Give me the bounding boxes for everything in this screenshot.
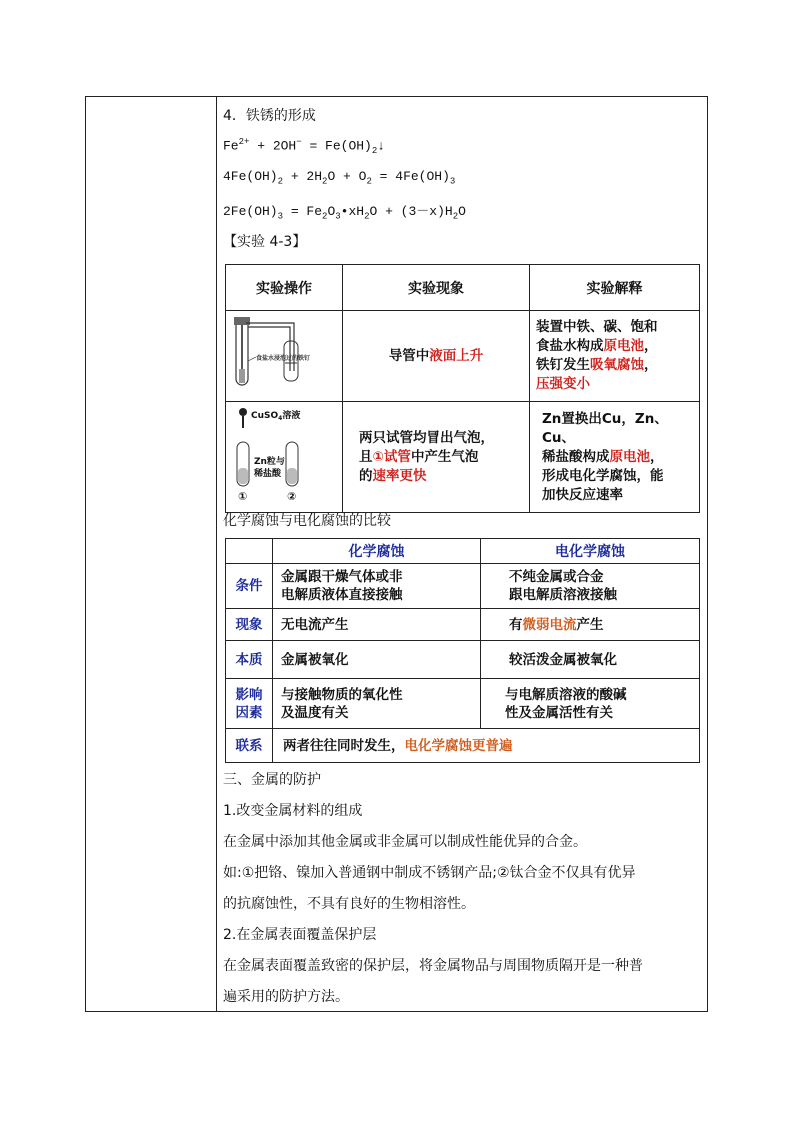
apparatus-image-2: [226, 402, 343, 513]
lesson-table: [85, 96, 708, 1012]
method-1-example-cont: 的抗腐蚀性，不具有良好的生物相溶性。: [223, 896, 475, 912]
row-label-factors: 影响 因素: [226, 679, 273, 729]
cmp-header-empty: [226, 539, 273, 564]
experiment-table: [225, 264, 700, 513]
experiment-label: 【实验 4-3】: [223, 234, 307, 250]
image-label-1: 食盐水浸泡过的铁钉: [256, 355, 311, 362]
relation-text: 两者往往同时发生，电化学腐蚀更普遍: [273, 729, 700, 763]
equation-1: $Fe^{2+} + 2OH^-$ = $Fe(OH)_2↓$: [223, 137, 386, 156]
cmp-header-chemical: 化学腐蚀: [273, 539, 481, 564]
explanation-2: Zn置换出Cu，Zn、Cu、 稀盐酸构成原电池， 形成电化学腐蚀，能 加快反应速率: [530, 402, 700, 513]
row-label-essence: 本质: [226, 641, 273, 679]
test-tube-apparatus-icon: [226, 311, 340, 395]
corrosion-comparison-table: [225, 538, 700, 763]
cmp-header-electrochemical: 电化学腐蚀: [481, 539, 700, 564]
header-operation: 实验操作: [226, 265, 343, 311]
chem-factors: 与接触物质的氧化性 及温度有关: [273, 679, 481, 729]
compare-title: 化学腐蚀与电化腐蚀的比较: [223, 513, 391, 529]
row-label-relation: 联系: [226, 729, 273, 763]
tube-number-1: ①: [238, 490, 248, 503]
left-column: [86, 97, 217, 1011]
method-2-text-cont: 遍采用的防护方法。: [223, 989, 349, 1005]
row-label-phenomenon: 现象: [226, 609, 273, 641]
explanation-1: 装置中铁、碳、饱和 食盐水构成原电池， 铁钉发生吸氧腐蚀， 压强变小: [530, 311, 700, 402]
elec-condition: 不纯金属或合金 跟电解质溶液接触: [481, 564, 700, 609]
elec-essence: 较活泼金属被氧化: [481, 641, 700, 679]
reagent-label: CuSO$_4$溶液: [251, 411, 301, 422]
test-tubes-cuso4-icon: [226, 402, 340, 506]
header-phenomenon: 实验现象: [343, 265, 530, 311]
equation-2: $4Fe(OH)_2 + 2H_2O + O_2 = 4Fe(OH)_3$: [223, 169, 456, 187]
section-3-title: 三、金属的防护: [223, 772, 321, 788]
chem-phenomenon: 无电流产生: [273, 609, 481, 641]
header-explanation: 实验解释: [530, 265, 700, 311]
elec-factors: 与电解质溶液的酸碱 性及金属活性有关: [481, 679, 700, 729]
apparatus-image-1: [226, 311, 343, 402]
method-2-text: 在金属表面覆盖致密的保护层，将金属物品与周围物质隔开是一种普: [223, 958, 643, 974]
method-2-title: 2.在金属表面覆盖保护层: [223, 927, 377, 943]
section-4-title: 4．铁锈的形成: [223, 108, 316, 124]
tube-number-2: ②: [287, 490, 297, 503]
chem-essence: 金属被氧化: [273, 641, 481, 679]
row-label-condition: 条件: [226, 564, 273, 609]
elec-phenomenon: 有微弱电流产生: [481, 609, 700, 641]
method-1-example: 如:①把铬、镍加入普通钢中制成不锈钢产品;②钛合金不仅具有优异: [223, 865, 636, 881]
method-1-title: 1.改变金属材料的组成: [223, 803, 363, 819]
chem-condition: 金属跟干燥气体或非 电解质液体直接接触: [273, 564, 481, 609]
zn-label: Zn粒与: [254, 457, 285, 467]
equation-3: $2Fe(OH)_3$ = $Fe_2O_3•xH_2O + (3-x)H_2O$: [223, 204, 466, 222]
phenomenon-1: 导管中液面上升: [343, 311, 530, 402]
phenomenon-2: 两只试管均冒出气泡， 且①试管中产生气泡 的速率更快: [343, 402, 530, 513]
method-1-text: 在金属中添加其他金属或非金属可以制成性能优异的合金。: [223, 834, 587, 850]
acid-label: 稀盐酸: [254, 469, 282, 479]
